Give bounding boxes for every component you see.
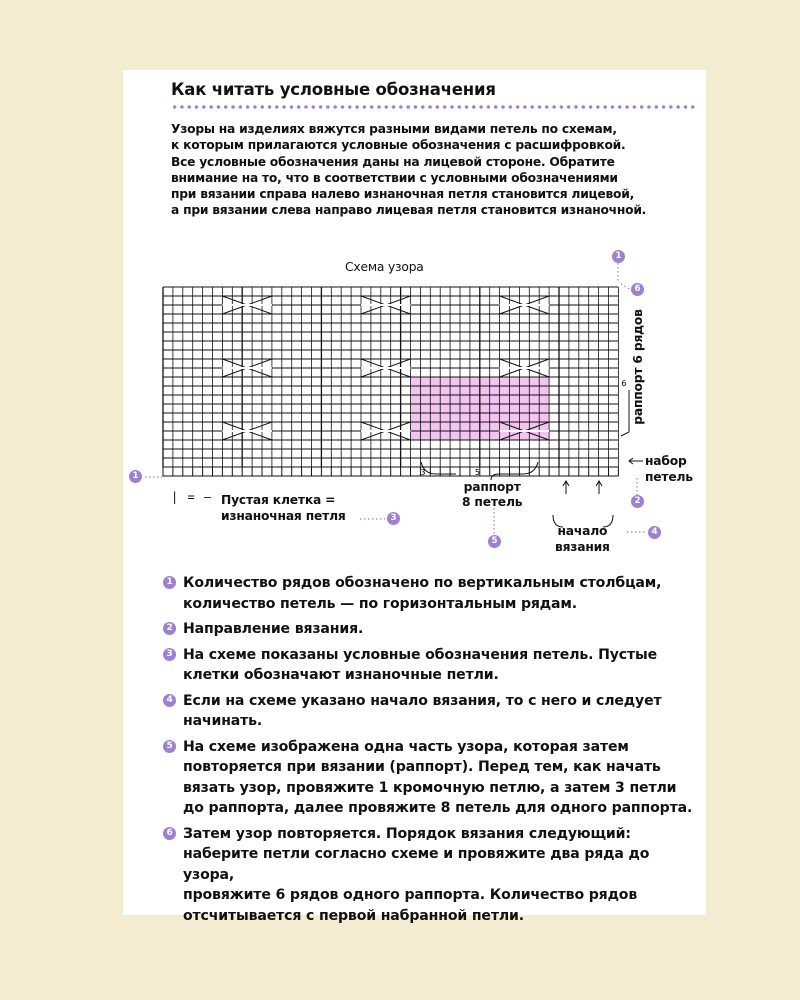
legend-text (221, 493, 346, 524)
bracket-left (421, 462, 456, 474)
leader-lines (145, 263, 645, 534)
page-card (123, 70, 706, 924)
intro-line: при вязании справа налево изнаночная петля становится лицевой, (171, 187, 635, 202)
step-marker: 1 (163, 576, 176, 589)
chart-grid (163, 287, 626, 477)
cast-on-line: набор (645, 454, 687, 468)
start-line: вязания (555, 540, 610, 554)
step-item (163, 737, 703, 819)
step-marker: 5 (163, 740, 176, 753)
step-marker: 2 (163, 622, 176, 635)
marker-1-right: 1 (612, 250, 625, 263)
step-item (163, 619, 703, 640)
intro-line: а при вязании слева направо лицевая петля становится изнаночной. (171, 203, 647, 218)
step-item (163, 573, 703, 614)
start-line: начало (557, 524, 608, 538)
legend-symbol: | = – (171, 490, 213, 504)
intro-line: внимание на то, что в соответствии с условными обозначениями (171, 170, 618, 185)
intro-line: к которым прилагаются условные обозначения с расшифровкой. (171, 138, 626, 153)
bracket-right (491, 462, 538, 480)
step-text: Затем узор повторяется. Порядок вязания следующий: наберите петли согласно схеме и провяжите два ряда до узора, провяжите 6 рядов одного раппорта. Количество рядов отсчитывается с первой набранной петли. (183, 825, 650, 924)
step-marker: 6 (163, 827, 176, 840)
marker-3: 3 (387, 512, 400, 525)
step-text: На схеме изображена одна часть узора, которая затем повторяется при вязании (раппорт). Перед тем, как начать вязать узор, провяжите 1 кромочную петлю, а затем 3 петли до раппорта, далее провяжите 8 петель для одного раппорта. (183, 738, 693, 816)
marker-6: 6 (631, 283, 644, 296)
marker-4: 4 (648, 526, 661, 539)
step-item (163, 645, 703, 686)
step-text: Если на схеме указано начало вязания, то с него и следует начинать. (183, 692, 662, 729)
step-text: На схеме показаны условные обозначения петель. Пустые клетки обозначают изнаночные петли. (183, 646, 658, 683)
step-text: Количество рядов обозначено по вертикальным столбцам, количество петель — по горизонтальным рядам. (183, 575, 662, 612)
row-number: 6 (621, 379, 627, 388)
marker-1-left: 1 (129, 470, 142, 483)
rapport-stitches-line: 8 петель (462, 495, 523, 509)
step-item (163, 691, 703, 732)
step-marker: 3 (163, 648, 176, 661)
column-number: 5 (474, 468, 480, 477)
rapport-rows-label: раппорт 6 рядов (631, 309, 645, 425)
page-title: Как читать условные обозначения (171, 80, 496, 99)
intro-line: Все условные обозначения даны на лицевой стороне. Обратите (171, 154, 615, 169)
legend-line: изнаночная петля (221, 508, 346, 523)
rapport-rows-bracket (621, 390, 629, 436)
start-label (555, 523, 610, 555)
intro-line: Узоры на изделиях вяжутся разными видами петель по схемам, (171, 122, 617, 136)
rapport-stitches-line: раппорт (463, 480, 521, 494)
step-text: Направление вязания. (183, 621, 364, 637)
cast-on-label (645, 453, 693, 485)
legend-line: Пустая клетка = (221, 493, 336, 507)
marker-5: 5 (488, 535, 501, 548)
cast-on-line: петель (645, 470, 693, 484)
diagram-title: Схема узора (345, 260, 424, 274)
rapport-stitches-label (462, 480, 522, 510)
step-item (163, 824, 703, 927)
steps-list (163, 573, 703, 931)
leader-line-6 (621, 284, 631, 290)
marker-2: 2 (631, 495, 644, 508)
step-marker: 4 (163, 694, 176, 707)
column-number: 3 (420, 468, 426, 477)
